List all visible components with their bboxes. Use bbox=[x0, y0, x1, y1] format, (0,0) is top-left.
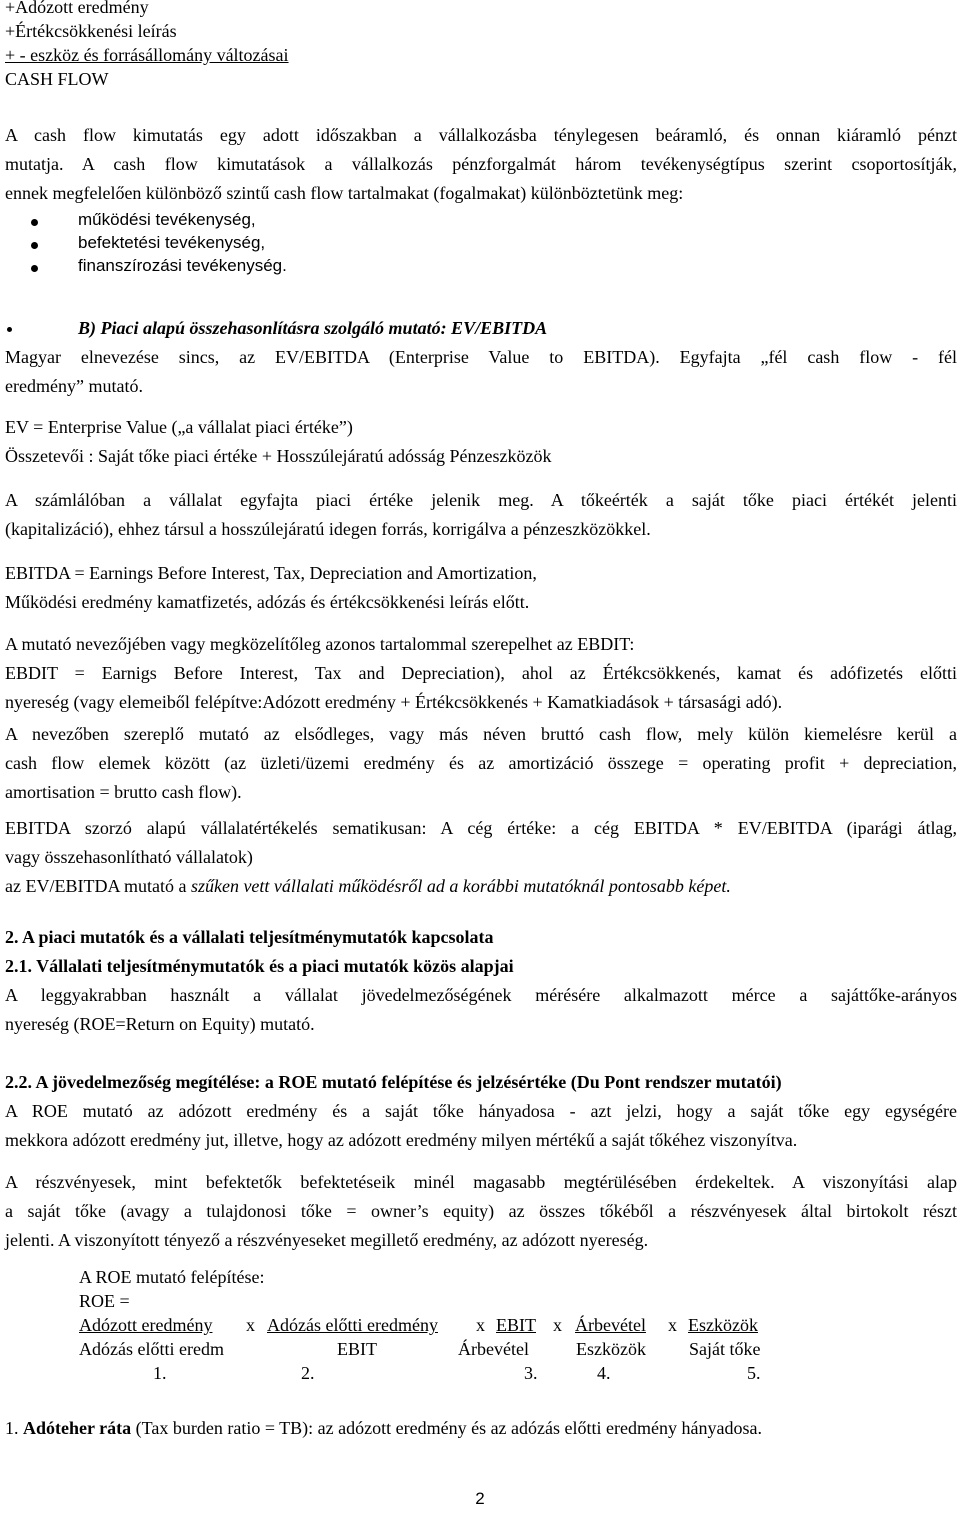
page-number: 2 bbox=[475, 1489, 485, 1508]
section-2 bbox=[5, 923, 957, 1039]
text-line: ennek megfelelően különböző szintű cash flow tartalmakat (fogalmakat) különböztetünk meg: bbox=[5, 183, 684, 203]
text-line: eredmény” mutató. bbox=[5, 376, 143, 396]
text-line: cash flow elemek között (az üzleti/üzemi eredmény és az amortizáció összege = operating profit + depreciation, bbox=[5, 753, 957, 773]
times-sign: x bbox=[553, 1315, 562, 1335]
term-bold: Adóteher ráta bbox=[23, 1418, 132, 1438]
text-line: A ROE mutató az adózott eredmény és a saját tőke hányadosa - azt jelzi, hogy a saját tőke egy egységére bbox=[5, 1101, 957, 1121]
list-item: +Értékcsökkenési leírás bbox=[5, 21, 177, 41]
investors-paragraph bbox=[5, 1168, 957, 1255]
text-line: nyereség (ROE=Return on Equity) mutató. bbox=[5, 1014, 315, 1034]
formula-title: A ROE mutató felépítése: bbox=[79, 1267, 265, 1287]
denominator: Saját tőke bbox=[689, 1339, 761, 1359]
numerator: Árbevétel bbox=[575, 1315, 646, 1335]
text-span: az EV/EBITDA mutató a bbox=[5, 876, 191, 896]
text-line: mutatja. A cash flow kimutatások a vállalkozás pénzforgalmát három tevékenységtípus szerint csoportosítják, bbox=[5, 154, 957, 174]
text-line: A cash flow kimutatás egy adott időszakban a vállalkozásba ténylegesen beáramló, és onnan kiáramló pénzt bbox=[5, 125, 957, 145]
list-item bbox=[5, 231, 957, 254]
ev-definition bbox=[5, 413, 551, 471]
factor-index: 1. bbox=[153, 1363, 167, 1383]
text-line: nyereség (vagy elemeiből felépítve:Adózott eredmény + Értékcsökkenés + Kamatkiadások + társasági adó). bbox=[5, 692, 783, 712]
list-item bbox=[5, 254, 957, 277]
text-line: A számlálóban a vállalat egyfajta piaci értéke jelenik meg. A tőkeérték a saját tőke piaci értékét jelenti bbox=[5, 490, 957, 510]
factor-index: 5. bbox=[747, 1363, 761, 1383]
text-line: EBITDA = Earnings Before Interest, Tax, Depreciation and Amortization, bbox=[5, 563, 537, 583]
list-item bbox=[5, 208, 957, 231]
list-item-text: befektetési tevékenység, bbox=[78, 233, 266, 252]
bullet-icon bbox=[7, 327, 12, 332]
text-line: amortisation = brutto cash flow). bbox=[5, 782, 242, 802]
bullet-icon bbox=[31, 242, 38, 249]
tax-burden-line bbox=[5, 1414, 762, 1443]
ebdit-paragraph bbox=[5, 630, 957, 717]
numerator: Adózás előtti eredmény bbox=[267, 1315, 438, 1335]
subsection-heading: 2.1. Vállalati teljesítménymutatók és a piaci mutatók közös alapjai bbox=[5, 956, 514, 976]
text-line: EV = Enterprise Value („a vállalat piaci értéke”) bbox=[5, 417, 353, 437]
text-line: (kapitalizáció), ehhez társul a hosszúlejáratú idegen forrás, korrigálva a pénzeszközökkel. bbox=[5, 519, 651, 539]
list-item: +Adózott eredmény bbox=[5, 0, 149, 17]
roe-formula bbox=[5, 1265, 957, 1395]
denominator: Adózás előtti eredm bbox=[79, 1339, 224, 1359]
text-line: Összetevői : Saját tőke piaci értéke + Hosszúlejáratú adósság Pénzeszközök bbox=[5, 446, 552, 466]
list-item-text: finanszírozási tevékenység. bbox=[78, 256, 287, 275]
numerator-paragraph bbox=[5, 486, 957, 544]
list-item: CASH FLOW bbox=[5, 69, 109, 89]
cashflow-paragraph bbox=[5, 121, 957, 208]
text-line: Működési eredmény kamatfizetés, adózás és értékcsökkenési leírás előtt. bbox=[5, 592, 530, 612]
text-line: EBDIT = Earnigs Before Interest, Tax and Depreciation), ahol az Értékcsökkenés, kamat és adófizetés előtti bbox=[5, 663, 957, 683]
valuation-paragraph bbox=[5, 814, 957, 901]
times-sign: x bbox=[246, 1315, 255, 1335]
heading-text: B) Piaci alapú összehasonlításra szolgáló mutató: EV/EBITDA bbox=[78, 318, 548, 338]
section-2-2 bbox=[5, 1068, 957, 1155]
text-span: (Tax burden ratio = TB): az adózott eredmény és az adózás előtti eredmény hányadosa. bbox=[131, 1418, 762, 1438]
activities-list bbox=[5, 208, 957, 277]
text-line: a saját tőke (avagy a tulajdonosi tőke = owner’s equity) az összes tőkéből a részvényesek által birtokolt részt bbox=[5, 1201, 957, 1221]
numerator: Eszközök bbox=[688, 1315, 758, 1335]
denominator: Árbevétel bbox=[458, 1339, 529, 1359]
section-b-heading bbox=[5, 314, 957, 343]
denominator: Eszközök bbox=[576, 1339, 646, 1359]
text-line: A mutató nevezőjében vagy megközelítőleg azonos tartalommal szerepelhet az EBDIT: bbox=[5, 634, 635, 654]
times-sign: x bbox=[668, 1315, 677, 1335]
numerator: Adózott eredmény bbox=[79, 1315, 213, 1335]
ebitda-definition bbox=[5, 559, 537, 617]
times-sign: x bbox=[476, 1315, 485, 1335]
list-item: + - eszköz és forrásállomány változásai bbox=[5, 45, 289, 65]
text-line: A részvényesek, mint befektetők befektetéseik minél magasabb megtérülésében érdekeltek. A viszonyítási alap bbox=[5, 1172, 957, 1192]
text-line: mekkora adózott eredmény jut, illetve, hogy az adózott eredmény milyen mértékű a saját tőkéhez viszonyítva. bbox=[5, 1130, 798, 1150]
numerator: EBIT bbox=[496, 1315, 536, 1335]
subsection-heading: 2.2. A jövedelmezőség megítélése: a ROE mutató felépítése és jelzésértéke (Du Pont rendszer mutatói) bbox=[5, 1072, 782, 1092]
bullet-icon bbox=[31, 265, 38, 272]
section-b bbox=[5, 314, 957, 401]
text-line: A nevezőben szereplő mutató az elsődleges, vagy más néven bruttó cash flow, mely külön kiemelésre kerül a bbox=[5, 724, 957, 744]
denominator-paragraph bbox=[5, 720, 957, 807]
text-line: EBITDA szorzó alapú vállalatértékelés sematikusan: A cég értéke: a cég EBITDA * EV/EBITDA (iparági átlag, bbox=[5, 818, 957, 838]
item-number: 1. bbox=[5, 1418, 23, 1438]
text-line: vagy összehasonlítható vállalatok) bbox=[5, 847, 253, 867]
bullet-icon bbox=[31, 219, 38, 226]
denominator: EBIT bbox=[337, 1339, 377, 1359]
factor-index: 3. bbox=[524, 1363, 538, 1383]
list-item-text: működési tevékenység, bbox=[78, 210, 256, 229]
text-line: Magyar elnevezése sincs, az EV/EBITDA (Enterprise Value to EBITDA). Egyfajta „fél cash flow - fél bbox=[5, 347, 957, 367]
factor-index: 4. bbox=[597, 1363, 611, 1383]
section-heading: 2. A piaci mutatók és a vállalati teljesítménymutatók kapcsolata bbox=[5, 927, 494, 947]
italic-text: szűken vett vállalati működésről ad a korábbi mutatóknál pontosabb képet. bbox=[190, 876, 731, 896]
factor-index: 2. bbox=[301, 1363, 315, 1383]
formula-lhs: ROE = bbox=[79, 1291, 130, 1311]
text-line: jelenti. A viszonyított tényező a részvényeseket megillető eredmény, az adózott nyereség. bbox=[5, 1230, 649, 1250]
text-line: A leggyakrabban használt a vállalat jövedelmezőségének mérésére alkalmazott mérce a sajáttőke-arányos bbox=[5, 985, 957, 1005]
top-list bbox=[5, 0, 289, 91]
text-line bbox=[5, 872, 957, 901]
